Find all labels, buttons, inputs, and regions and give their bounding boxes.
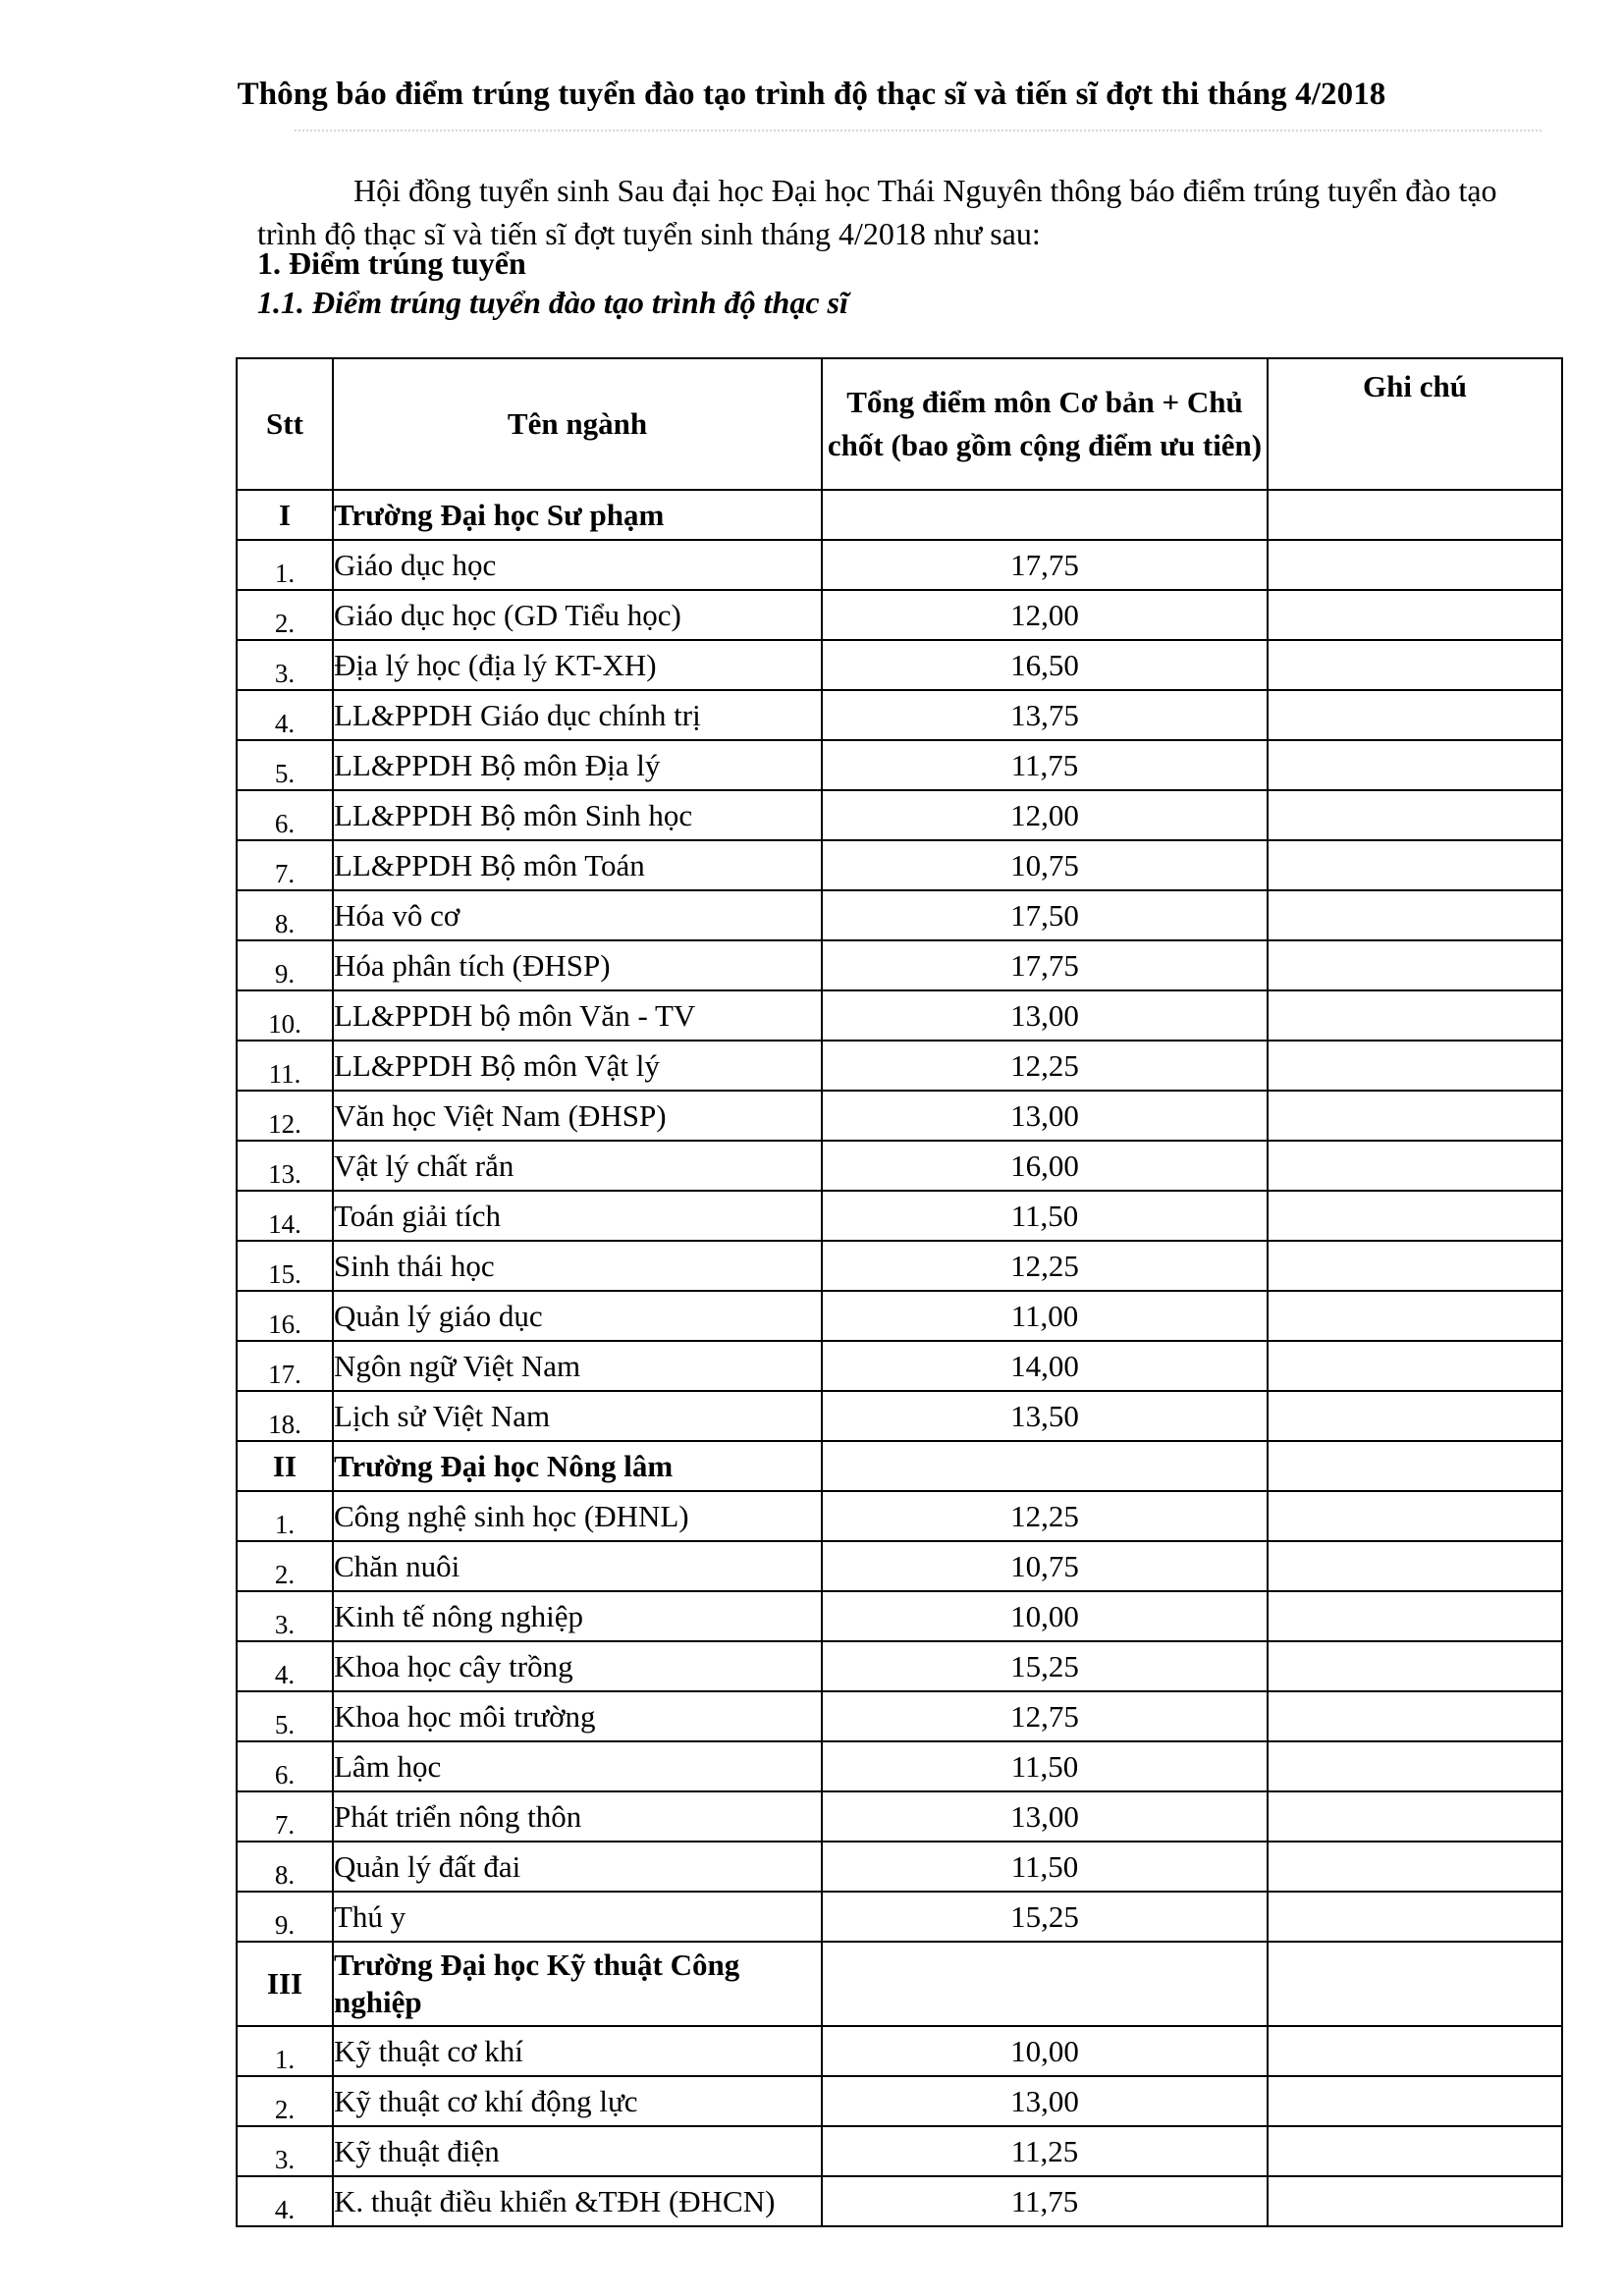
total-score: 10,75 [822,1541,1268,1591]
title-divider [295,130,1542,132]
major-name: Thú y [333,1892,822,1942]
major-name: Khoa học môi trường [333,1691,822,1741]
note-cell [1268,540,1562,590]
table-row [237,640,1562,690]
major-name: Văn học Việt Nam (ĐHSP) [333,1091,822,1141]
table-row [237,1391,1562,1441]
note-cell [1268,840,1562,890]
note-cell [1268,990,1562,1041]
major-name: Ngôn ngữ Việt Nam [333,1341,822,1391]
row-number: 11. [237,1041,333,1091]
row-number: 4. [237,1641,333,1691]
table-row [237,1291,1562,1341]
row-number: 4. [237,690,333,740]
note-cell [1268,1241,1562,1291]
table-row [237,1541,1562,1591]
row-number: 14. [237,1191,333,1241]
total-score: 11,75 [822,2176,1268,2226]
section-heading-1-1: 1.1. Điểm trúng tuyển đào tạo trình độ thạc sĩ [257,285,848,320]
total-score: 12,00 [822,790,1268,840]
total-score: 13,00 [822,990,1268,1041]
row-number: 15. [237,1241,333,1291]
table-row [237,1491,1562,1541]
total-score: 13,50 [822,1391,1268,1441]
note-cell [1268,1291,1562,1341]
total-score: 10,00 [822,1591,1268,1641]
total-score: 14,00 [822,1341,1268,1391]
group-name: Trường Đại học Sư phạm [333,490,822,540]
note-cell [1268,2076,1562,2126]
total-score: 11,50 [822,1842,1268,1892]
table-row [237,590,1562,640]
note-cell [1268,1741,1562,1791]
row-number: 1. [237,1491,333,1541]
group-number: II [237,1441,333,1491]
table-row [237,1641,1562,1691]
note-cell [1268,1141,1562,1191]
major-name: Kinh tế nông nghiệp [333,1591,822,1641]
note-cell [1268,2176,1562,2226]
section-heading-1: 1. Điểm trúng tuyển [257,245,526,281]
table-row [237,890,1562,940]
group-name: Trường Đại học Kỹ thuật Công nghiệp [333,1942,822,2026]
group-score-cell [822,1942,1268,2026]
row-number: 3. [237,640,333,690]
table-row [237,1091,1562,1141]
row-number: 18. [237,1391,333,1441]
note-cell [1268,1842,1562,1892]
total-score: 11,25 [822,2126,1268,2176]
document-title: Thông báo điểm trúng tuyển đào tạo trình độ thạc sĩ và tiến sĩ đợt thi tháng 4/2018 [237,77,1386,112]
major-name: Phát triển nông thôn [333,1791,822,1842]
table-row [237,1141,1562,1191]
header-stt: Stt [237,358,333,490]
note-cell [1268,1591,1562,1641]
total-score: 17,50 [822,890,1268,940]
row-number: 16. [237,1291,333,1341]
group-number: I [237,490,333,540]
total-score: 16,00 [822,1141,1268,1191]
row-number: 8. [237,890,333,940]
intro-paragraph: Hội đồng tuyển sinh Sau đại học Đại học Thái Nguyên thông báo điểm trúng tuyển đào tạo trình độ thạc sĩ và tiến sĩ đợt tuyển sinh tháng 4/2018 như sau: [257,173,1497,251]
row-number: 2. [237,1541,333,1591]
major-name: Kỹ thuật cơ khí động lực [333,2076,822,2126]
note-cell [1268,640,1562,690]
table-row [237,940,1562,990]
header-note: Ghi chú [1268,358,1562,490]
total-score: 12,25 [822,1041,1268,1091]
row-number: 1. [237,2026,333,2076]
major-name: Kỹ thuật điện [333,2126,822,2176]
note-cell [1268,2026,1562,2076]
note-cell [1268,1641,1562,1691]
major-name: Giáo dục học [333,540,822,590]
group-note-cell [1268,1942,1562,2026]
major-name: LL&PPDH Bộ môn Vật lý [333,1041,822,1091]
row-number: 2. [237,590,333,640]
row-number: 6. [237,1741,333,1791]
table-row [237,1191,1562,1241]
row-number: 3. [237,2126,333,2176]
group-name: Trường Đại học Nông lâm [333,1441,822,1491]
row-number: 9. [237,940,333,990]
row-number: 10. [237,990,333,1041]
major-name: Công nghệ sinh học (ĐHNL) [333,1491,822,1541]
total-score: 11,50 [822,1191,1268,1241]
major-name: Vật lý chất rắn [333,1141,822,1191]
total-score: 15,25 [822,1892,1268,1942]
table-row [237,1591,1562,1641]
total-score: 17,75 [822,540,1268,590]
note-cell [1268,1791,1562,1842]
total-score: 11,00 [822,1291,1268,1341]
major-name: Kỹ thuật cơ khí [333,2026,822,2076]
total-score: 12,00 [822,590,1268,640]
note-cell [1268,1091,1562,1141]
total-score: 13,00 [822,1791,1268,1842]
note-cell [1268,590,1562,640]
note-cell [1268,1892,1562,1942]
table-row [237,690,1562,740]
major-name: Địa lý học (địa lý KT-XH) [333,640,822,690]
group-note-cell [1268,1441,1562,1491]
total-score: 11,50 [822,1741,1268,1791]
row-number: 2. [237,2076,333,2126]
table-row [237,2026,1562,2076]
note-cell [1268,690,1562,740]
table-row [237,1892,1562,1942]
major-name: Sinh thái học [333,1241,822,1291]
total-score: 13,75 [822,690,1268,740]
major-name: Hóa vô cơ [333,890,822,940]
total-score: 15,25 [822,1641,1268,1691]
table-row [237,740,1562,790]
total-score: 13,00 [822,2076,1268,2126]
row-number: 1. [237,540,333,590]
row-number: 12. [237,1091,333,1141]
note-cell [1268,790,1562,840]
table-row [237,2076,1562,2126]
row-number: 7. [237,840,333,890]
major-name: K. thuật điều khiển &TĐH (ĐHCN) [333,2176,822,2226]
row-number: 7. [237,1791,333,1842]
table-row [237,1741,1562,1791]
group-row [237,1942,1562,2026]
major-name: Lâm học [333,1741,822,1791]
total-score: 10,00 [822,2026,1268,2076]
total-score: 16,50 [822,640,1268,690]
row-number: 3. [237,1591,333,1641]
note-cell [1268,1491,1562,1541]
table-row [237,1241,1562,1291]
header-major-name: Tên ngành [333,358,822,490]
table-row [237,1341,1562,1391]
major-name: Toán giải tích [333,1191,822,1241]
table-body [237,490,1562,2226]
row-number: 5. [237,1691,333,1741]
table-row [237,540,1562,590]
row-number: 17. [237,1341,333,1391]
group-row [237,490,1562,540]
table-row [237,1791,1562,1842]
major-name: LL&PPDH Bộ môn Địa lý [333,740,822,790]
table-row [237,2126,1562,2176]
note-cell [1268,1391,1562,1441]
row-number: 13. [237,1141,333,1191]
row-number: 4. [237,2176,333,2226]
total-score: 12,75 [822,1691,1268,1741]
admission-score-table [236,357,1563,2227]
total-score: 10,75 [822,840,1268,890]
major-name: Lịch sử Việt Nam [333,1391,822,1441]
total-score: 17,75 [822,940,1268,990]
group-row [237,1441,1562,1491]
major-name: LL&PPDH bộ môn Văn - TV [333,990,822,1041]
major-name: LL&PPDH Bộ môn Sinh học [333,790,822,840]
table-row [237,2176,1562,2226]
table-row [237,990,1562,1041]
header-total-score: Tổng điểm môn Cơ bản + Chủ chốt (bao gồm cộng điểm ưu tiên) [822,358,1268,490]
row-number: 6. [237,790,333,840]
group-number: III [237,1942,333,2026]
row-number: 5. [237,740,333,790]
note-cell [1268,940,1562,990]
major-name: Giáo dục học (GD Tiểu học) [333,590,822,640]
note-cell [1268,1691,1562,1741]
note-cell [1268,1541,1562,1591]
note-cell [1268,1041,1562,1091]
group-note-cell [1268,490,1562,540]
major-name: LL&PPDH Bộ môn Toán [333,840,822,890]
note-cell [1268,740,1562,790]
total-score: 11,75 [822,740,1268,790]
group-score-cell [822,1441,1268,1491]
table-row [237,790,1562,840]
major-name: Hóa phân tích (ĐHSP) [333,940,822,990]
table-header-row [237,358,1562,490]
major-name: Quản lý giáo dục [333,1291,822,1341]
total-score: 12,25 [822,1491,1268,1541]
note-cell [1268,1191,1562,1241]
total-score: 13,00 [822,1091,1268,1141]
group-score-cell [822,490,1268,540]
total-score: 12,25 [822,1241,1268,1291]
note-cell [1268,1341,1562,1391]
row-number: 9. [237,1892,333,1942]
major-name: LL&PPDH Giáo dục chính trị [333,690,822,740]
major-name: Chăn nuôi [333,1541,822,1591]
major-name: Khoa học cây trồng [333,1641,822,1691]
table-row [237,840,1562,890]
table-row [237,1842,1562,1892]
note-cell [1268,890,1562,940]
row-number: 8. [237,1842,333,1892]
major-name: Quản lý đất đai [333,1842,822,1892]
table-row [237,1691,1562,1741]
note-cell [1268,2126,1562,2176]
table-row [237,1041,1562,1091]
